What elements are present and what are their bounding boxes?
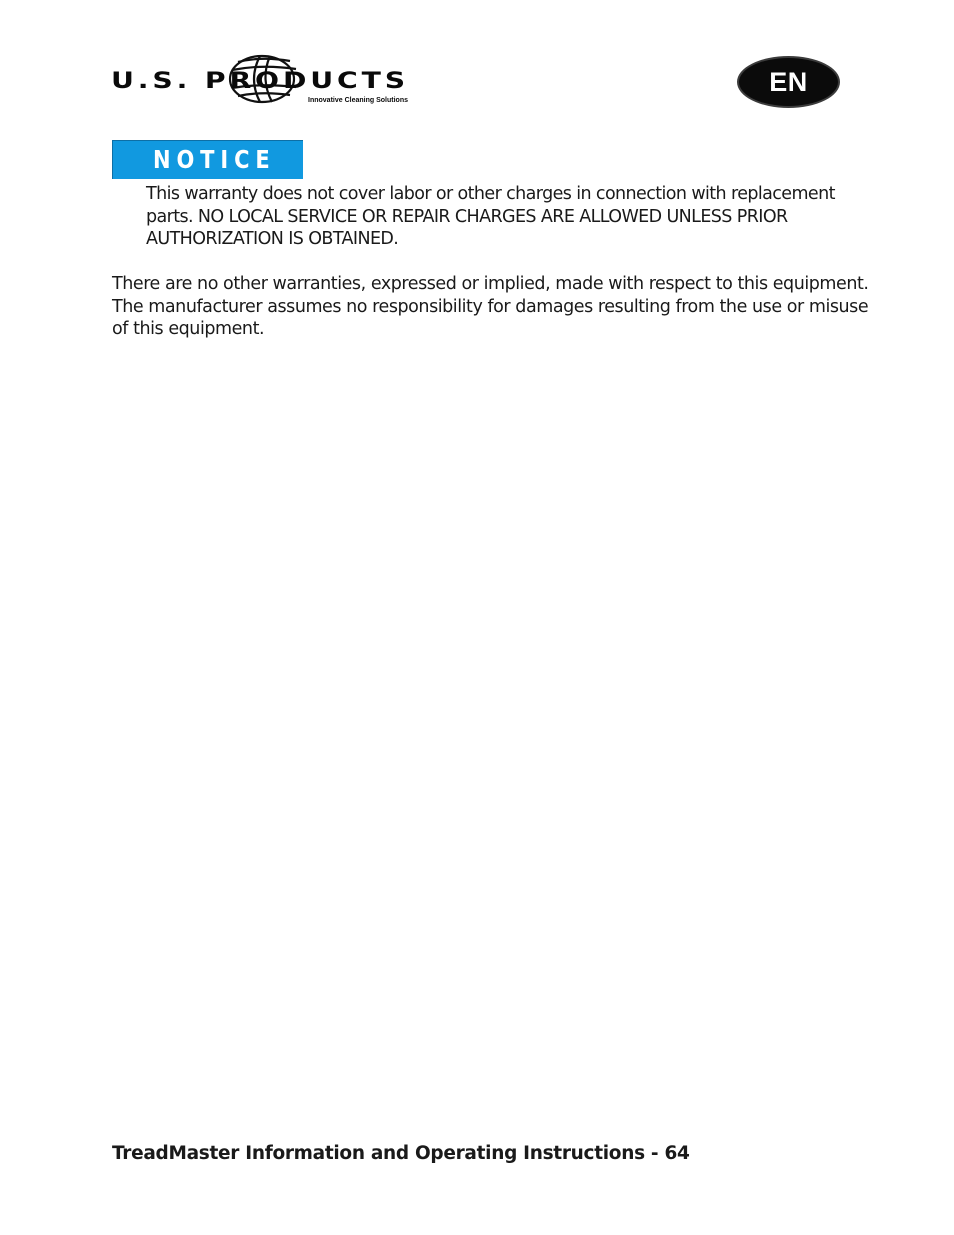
company-logo xyxy=(110,52,412,108)
page-footer: TreadMaster Information and Operating Instructions - 64 xyxy=(112,1143,690,1164)
notice-label: NOTICE xyxy=(153,145,276,174)
logo-brand-text: U.S. PRODUCTS xyxy=(111,69,409,94)
notice-banner xyxy=(112,140,303,179)
warranty-disclaimer-paragraph: There are no other warranties, expressed or implied, made with respect to this equipment. The manufacturer assumes no responsibility for damages resulting from the use or misuse of this equipment. xyxy=(112,274,869,339)
language-badge: EN xyxy=(737,56,840,108)
logo-tagline: Innovative Cleaning Solutions xyxy=(308,97,409,104)
us-products-logo-graphic xyxy=(110,52,412,108)
notice-paragraph: This warranty does not cover labor or other charges in connection with replacement parts. NO LOCAL SERVICE OR REPAIR CHARGES ARE ALLOWED UNLESS PRIOR AUTHORIZATION IS OBTAINED. xyxy=(146,184,835,249)
